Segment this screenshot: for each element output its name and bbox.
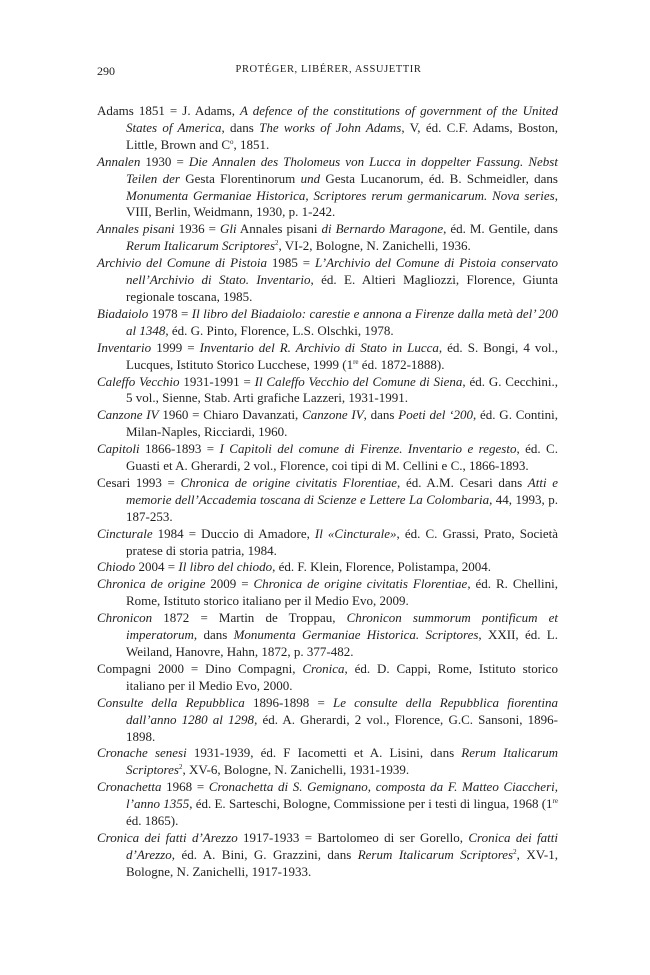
superscript: 2 xyxy=(513,847,517,856)
bibliography-entry xyxy=(97,576,558,610)
italic-text: und xyxy=(300,170,321,186)
superscript: 2 xyxy=(275,239,279,248)
entry-text: , éd. F. Klein, Florence, Polistampa, 2004. xyxy=(272,559,492,575)
bibliography-entry xyxy=(97,221,558,255)
italic-text: Die Annalen des Tholomeus von Lucca in doppelter Fassung. Nebst Teilen der xyxy=(126,153,558,186)
entry-text: Cesari 1993 = xyxy=(97,474,181,490)
italic-text: Inventario del R. Archivio di Stato in Lucca xyxy=(199,339,439,355)
entry-text: , éd. M. Gentile, dans xyxy=(443,221,558,237)
entry-text: , VI-2, Bologne, N. Zanichelli, 1936. xyxy=(278,238,471,254)
italic-text: Rerum Italicarum Scriptores xyxy=(126,238,275,254)
entry-text: 1936 = xyxy=(174,221,220,237)
entry-text: 1968 = xyxy=(161,779,209,795)
entry-text: , dans xyxy=(363,407,399,423)
italic-text: Inventario xyxy=(97,339,152,355)
entry-text: 1896-1898 = xyxy=(244,694,333,710)
italic-text: A defence of the constitutions of government of the United States of America xyxy=(126,103,558,135)
page-number: 290 xyxy=(97,64,115,78)
italic-text: Monumenta Germaniae Historica, Scriptores rerum germanicarum. Nova series xyxy=(126,187,555,203)
italic-text: Chronica de origine xyxy=(97,576,206,592)
bibliography-entry xyxy=(97,475,558,526)
italic-text: The works of John Adams xyxy=(259,119,402,135)
italic-text: Il Caleffo Vecchio del Comune di Siena xyxy=(254,373,463,389)
entry-text: 1866-1893 = xyxy=(139,441,220,457)
entry-text: 1872 = Martin de Troppau, xyxy=(152,610,347,626)
italic-text: Cronica dei fatti d’Arezzo xyxy=(126,829,558,862)
entry-text: éd. 1865). xyxy=(126,813,179,829)
italic-text: Archivio del Comune di Pistoia xyxy=(97,255,267,271)
bibliography-entry xyxy=(97,661,558,695)
entry-text: 1930 = xyxy=(140,153,189,169)
running-title: PROTÉGER, LIBÉRER, ASSUJETTIR xyxy=(235,64,422,75)
entry-text: , éd. S. Bongi, 4 vol., Lucques, Istituto Storico Lucchese, 1999 (1 xyxy=(126,339,558,372)
entry-text: , éd. E. Altieri Magliozzi, Florence, Giunta regionale toscana, 1985. xyxy=(126,272,559,304)
entry-text: 1931-1991 = xyxy=(179,373,255,389)
entry-text: éd. 1872-1888). xyxy=(358,356,445,372)
entry-text: 1985 = xyxy=(267,255,315,271)
entry-text: , XV-1, Bologne, N. Zanichelli, 1917-1933. xyxy=(126,846,558,879)
italic-text: Monumenta Germaniae Historica. Scriptores xyxy=(233,627,479,643)
bibliography-entry xyxy=(97,103,558,154)
entry-text: 1984 = Duccio di Amadore, xyxy=(152,525,315,541)
italic-text: Chronica de origine civitatis Florentiae xyxy=(253,576,468,592)
bibliography-entry xyxy=(97,610,558,661)
entry-text: 1999 = xyxy=(151,339,200,355)
italic-text: Le consulte della Repubblica fiorentina dall’anno 1280 al 1298 xyxy=(126,694,558,727)
italic-text: Chronicon summorum pontificum et imperatorum xyxy=(126,610,558,643)
bibliography-entry xyxy=(97,526,558,560)
entry-text: 1978 = xyxy=(148,305,192,321)
bibliography-entry xyxy=(97,255,558,306)
italic-text: Cronica xyxy=(302,660,345,676)
italic-text: Il «Cincturale» xyxy=(314,525,397,541)
entry-text: , éd. G. Cecchini., 5 vol., Sienne, Stab. Arti grafiche Lazzeri, 1931-1991. xyxy=(126,373,558,406)
italic-text: Cincturale xyxy=(97,525,153,541)
italic-text: Il libro del Biadaiolo: carestie e annona a Firenze dalla metà del’ 200 al 1348 xyxy=(126,305,558,338)
entry-text: , 1851. xyxy=(233,136,270,152)
entry-text: Gesta Lucanorum, éd. B. Schmeidler, dans xyxy=(320,170,558,186)
superscript: re xyxy=(353,357,359,366)
entry-text: , éd. A. Gherardi, 2 vol., Florence, G.C. Sansoni, 1896-1898. xyxy=(126,711,559,744)
italic-text: Chiodo xyxy=(97,559,136,575)
italic-text: Biadaiolo xyxy=(97,305,149,321)
entry-text: , dans xyxy=(193,627,234,643)
italic-text: Rerum Italicarum Scriptores xyxy=(126,745,558,778)
superscript: o xyxy=(230,137,234,146)
entry-text: , éd. C. Guasti et A. Gherardi, 2 vol., Florence, coi tipi di M. Cellini e C., 1866-1893. xyxy=(126,441,558,474)
bibliography-entry xyxy=(97,779,558,830)
bibliography-entry xyxy=(97,374,558,408)
entry-text: , éd. D. Cappi, Rome, Istituto storico italiano per il Medio Evo, 2000. xyxy=(126,660,558,693)
entry-text: , éd. G. Pinto, Florence, L.S. Olschki, 1978. xyxy=(165,322,394,338)
italic-text: Cronachetta xyxy=(97,779,162,795)
entry-text: , XV-6, Bologne, N. Zanichelli, 1931-1939. xyxy=(182,762,410,778)
entry-text: , XXII, éd. L. Weiland, Hanovre, Hahn, 1872, p. 377-482. xyxy=(126,627,558,659)
bibliography-entry xyxy=(97,306,558,340)
entry-text: , éd. C. Grassi, Prato, Società pratese di storia patria, 1984. xyxy=(126,525,559,558)
bibliography-entry xyxy=(97,830,558,881)
entry-text: , éd. R. Chellini, Rome, Istituto storico italiano per il Medio Evo, 2009. xyxy=(126,576,558,609)
bibliography-entry xyxy=(97,559,558,576)
entry-text: Compagni 2000 = Dino Compagni, xyxy=(97,660,303,676)
italic-text: Capitoli xyxy=(97,441,140,457)
italic-text: Chronica de origine civitatis Florentiae xyxy=(180,474,398,490)
entry-text: , dans xyxy=(221,119,260,135)
italic-text: Cronica dei fatti d’Arezzo xyxy=(97,829,238,845)
entry-text: , 44, 1993, p. 187-253. xyxy=(126,491,559,524)
entry-text: , éd. E. Sarteschi, Bologne, Commissione per i testi di lingua, 1968 (1 xyxy=(189,796,553,812)
bibliography-entry xyxy=(97,154,558,222)
entry-text: 2004 = xyxy=(135,559,179,575)
italic-text: Il libro del chiodo xyxy=(178,559,273,575)
entry-text: , V, éd. C.F. Adams, Boston, Little, Brown and C xyxy=(126,119,558,152)
bibliography-entry xyxy=(97,745,558,779)
bibliography-entry xyxy=(97,695,558,746)
bibliography-entry xyxy=(97,441,558,475)
entry-text: 1931-1939, éd. F Iacometti et A. Lisini, dans xyxy=(186,745,462,761)
entry-text: 2009 = xyxy=(205,576,254,592)
italic-text: Rerum Italicarum Scriptores xyxy=(357,846,514,862)
entry-text: , éd. A.M. Cesari dans xyxy=(397,474,528,490)
italic-text: Annales pisani xyxy=(97,221,175,237)
italic-text: Chronicon xyxy=(97,610,153,626)
entry-text: 1960 = Chiaro Davanzati, xyxy=(158,407,303,423)
italic-text: Gli xyxy=(219,221,237,237)
entry-text: Adams 1851 = J. Adams, xyxy=(97,103,240,118)
bibliography-entry xyxy=(97,340,558,374)
italic-text: Caleffo Vecchio xyxy=(97,373,180,389)
italic-text: I Capitoli del comune di Firenze. Inventario e regesto xyxy=(219,441,517,457)
italic-text: Poeti del ‘200 xyxy=(398,407,473,423)
italic-text: Cronache senesi xyxy=(97,745,187,761)
page-header xyxy=(97,64,560,80)
entry-text: Annales pisani xyxy=(236,221,322,237)
superscript: re xyxy=(552,797,558,806)
entry-text: Gesta Florentinorum xyxy=(179,170,301,186)
italic-text: Cronachetta di S. Gemignano, composta da F. Matteo Ciaccheri, l’anno 1355 xyxy=(126,779,558,812)
italic-text: Consulte della Repubblica xyxy=(97,694,245,710)
italic-text: Canzone IV xyxy=(302,407,364,423)
italic-text: di Bernardo Maragone xyxy=(321,221,444,237)
bibliography-list xyxy=(97,103,558,881)
bibliography-entry xyxy=(97,407,558,441)
entry-text: , VIII, Berlin, Weidmann, 1930, p. 1-242. xyxy=(126,187,558,220)
superscript: 2 xyxy=(178,763,183,772)
entry-text: , éd. G. Contini, Milan-Naples, Ricciardi, 1960. xyxy=(126,407,558,440)
italic-text: Annalen xyxy=(97,153,141,169)
italic-text: Canzone IV xyxy=(97,407,159,423)
entry-text: 1917-1933 = Bartolomeo di ser Gorello, xyxy=(237,829,469,845)
italic-text: L’Archivio del Comune di Pistoia conservato nell’Archivio di Stato. Inventario xyxy=(126,255,558,288)
entry-text: , éd. A. Bini, G. Grazzini, dans xyxy=(171,846,358,862)
italic-text: Atti e memorie dell’Accademia toscana di Scienze e Lettere La Colombaria xyxy=(126,474,558,507)
